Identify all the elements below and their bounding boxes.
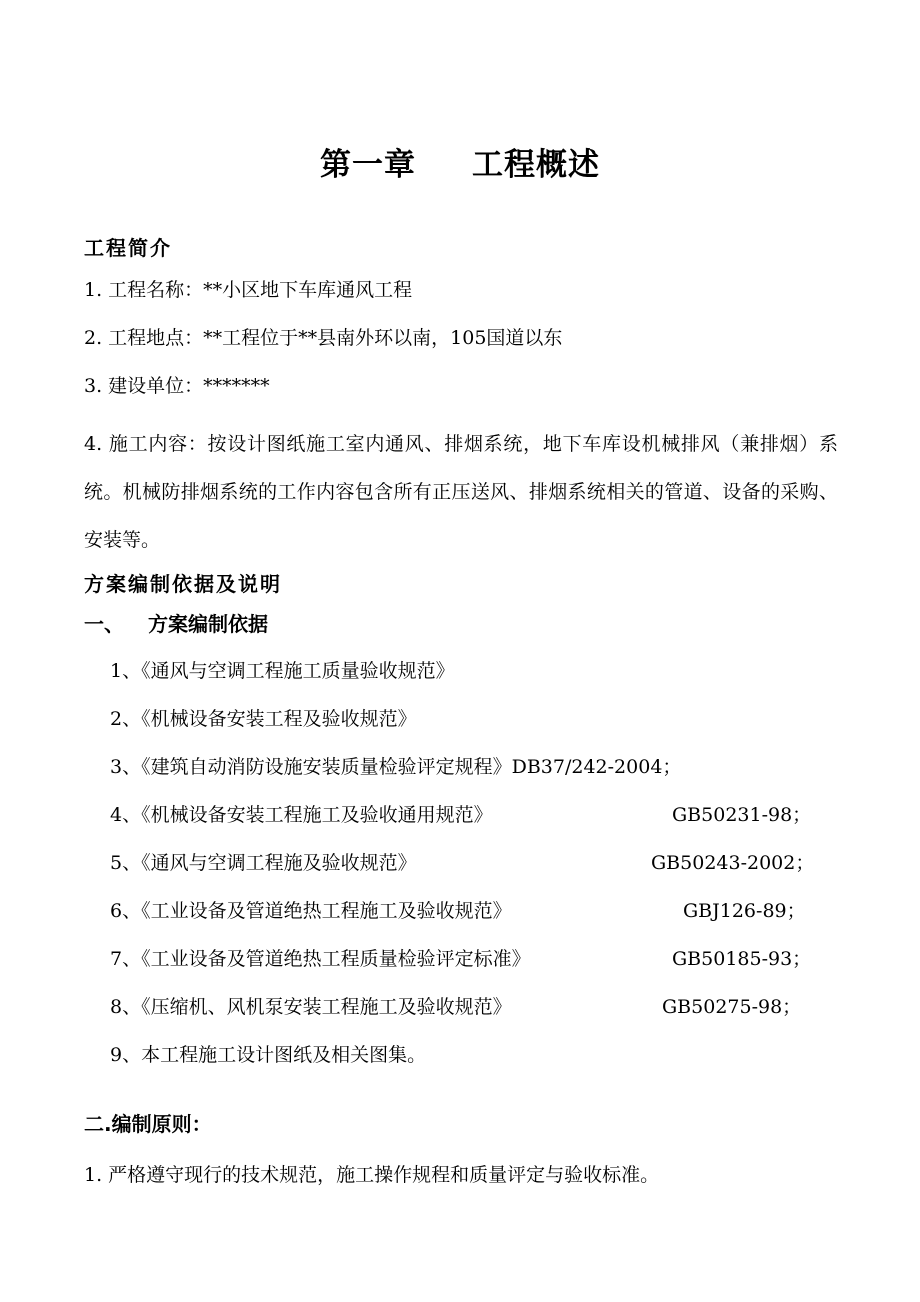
reference-item: 5、《通风与空调工程施及验收规范》 bbox=[110, 852, 417, 874]
section-heading-basis: 方案编制依据及说明 bbox=[84, 572, 282, 596]
reference-item: 3、《建筑自动消防设施安装质量检验评定规程》DB37/242-2004； bbox=[110, 756, 682, 778]
reference-item: 2、《机械设备安装工程及验收规范》 bbox=[110, 708, 417, 730]
overview-item-name: 1. 工程名称：**小区地下车库通风工程 bbox=[84, 279, 413, 301]
reference-code: GB50185-93； bbox=[672, 948, 812, 970]
reference-item: 6、《工业设备及管道绝热工程施工及验收规范》 bbox=[110, 900, 512, 922]
subheading-basis-number: 一、 bbox=[84, 612, 124, 636]
overview-item-location: 2. 工程地点：**工程位于**县南外环以南，105国道以东 bbox=[84, 327, 563, 349]
overview-item-owner: 3. 建设单位：******* bbox=[84, 375, 270, 397]
chapter-title bbox=[0, 147, 920, 183]
section-heading-overview: 工程简介 bbox=[84, 236, 172, 260]
reference-code: GB50243-2002； bbox=[651, 852, 815, 874]
reference-item: 7、《工业设备及管道绝热工程质量检验评定标准》 bbox=[110, 948, 531, 970]
reference-code: GB50275-98； bbox=[662, 996, 802, 1018]
chapter-name: 工程概述 bbox=[472, 147, 600, 183]
reference-code: GB50231-98； bbox=[672, 804, 812, 826]
subheading-basis-label: 方案编制依据 bbox=[148, 612, 268, 636]
reference-item: 9、本工程施工设计图纸及相关图集。 bbox=[110, 1044, 427, 1066]
reference-item: 4、《机械设备安装工程施工及验收通用规范》 bbox=[110, 804, 493, 826]
reference-item: 1、《通风与空调工程施工质量验收规范》 bbox=[110, 660, 455, 682]
overview-item-scope: 4. 施工内容：按设计图纸施工室内通风、排烟系统，地下车库设机械排风（兼排烟）系统。机械防排烟系统的工作内容包含所有正压送风、排烟系统相关的管道、设备的采购、安装等。 bbox=[84, 433, 838, 551]
reference-code: GBJ126-89； bbox=[683, 900, 806, 922]
principle-item: 1. 严格遵守现行的技术规范，施工操作规程和质量评定与验收标准。 bbox=[84, 1164, 660, 1186]
subheading-principles: 二.编制原则： bbox=[84, 1112, 212, 1136]
reference-item: 8、《压缩机、风机泵安装工程施工及验收规范》 bbox=[110, 996, 512, 1018]
chapter-number: 第一章 bbox=[320, 147, 416, 183]
